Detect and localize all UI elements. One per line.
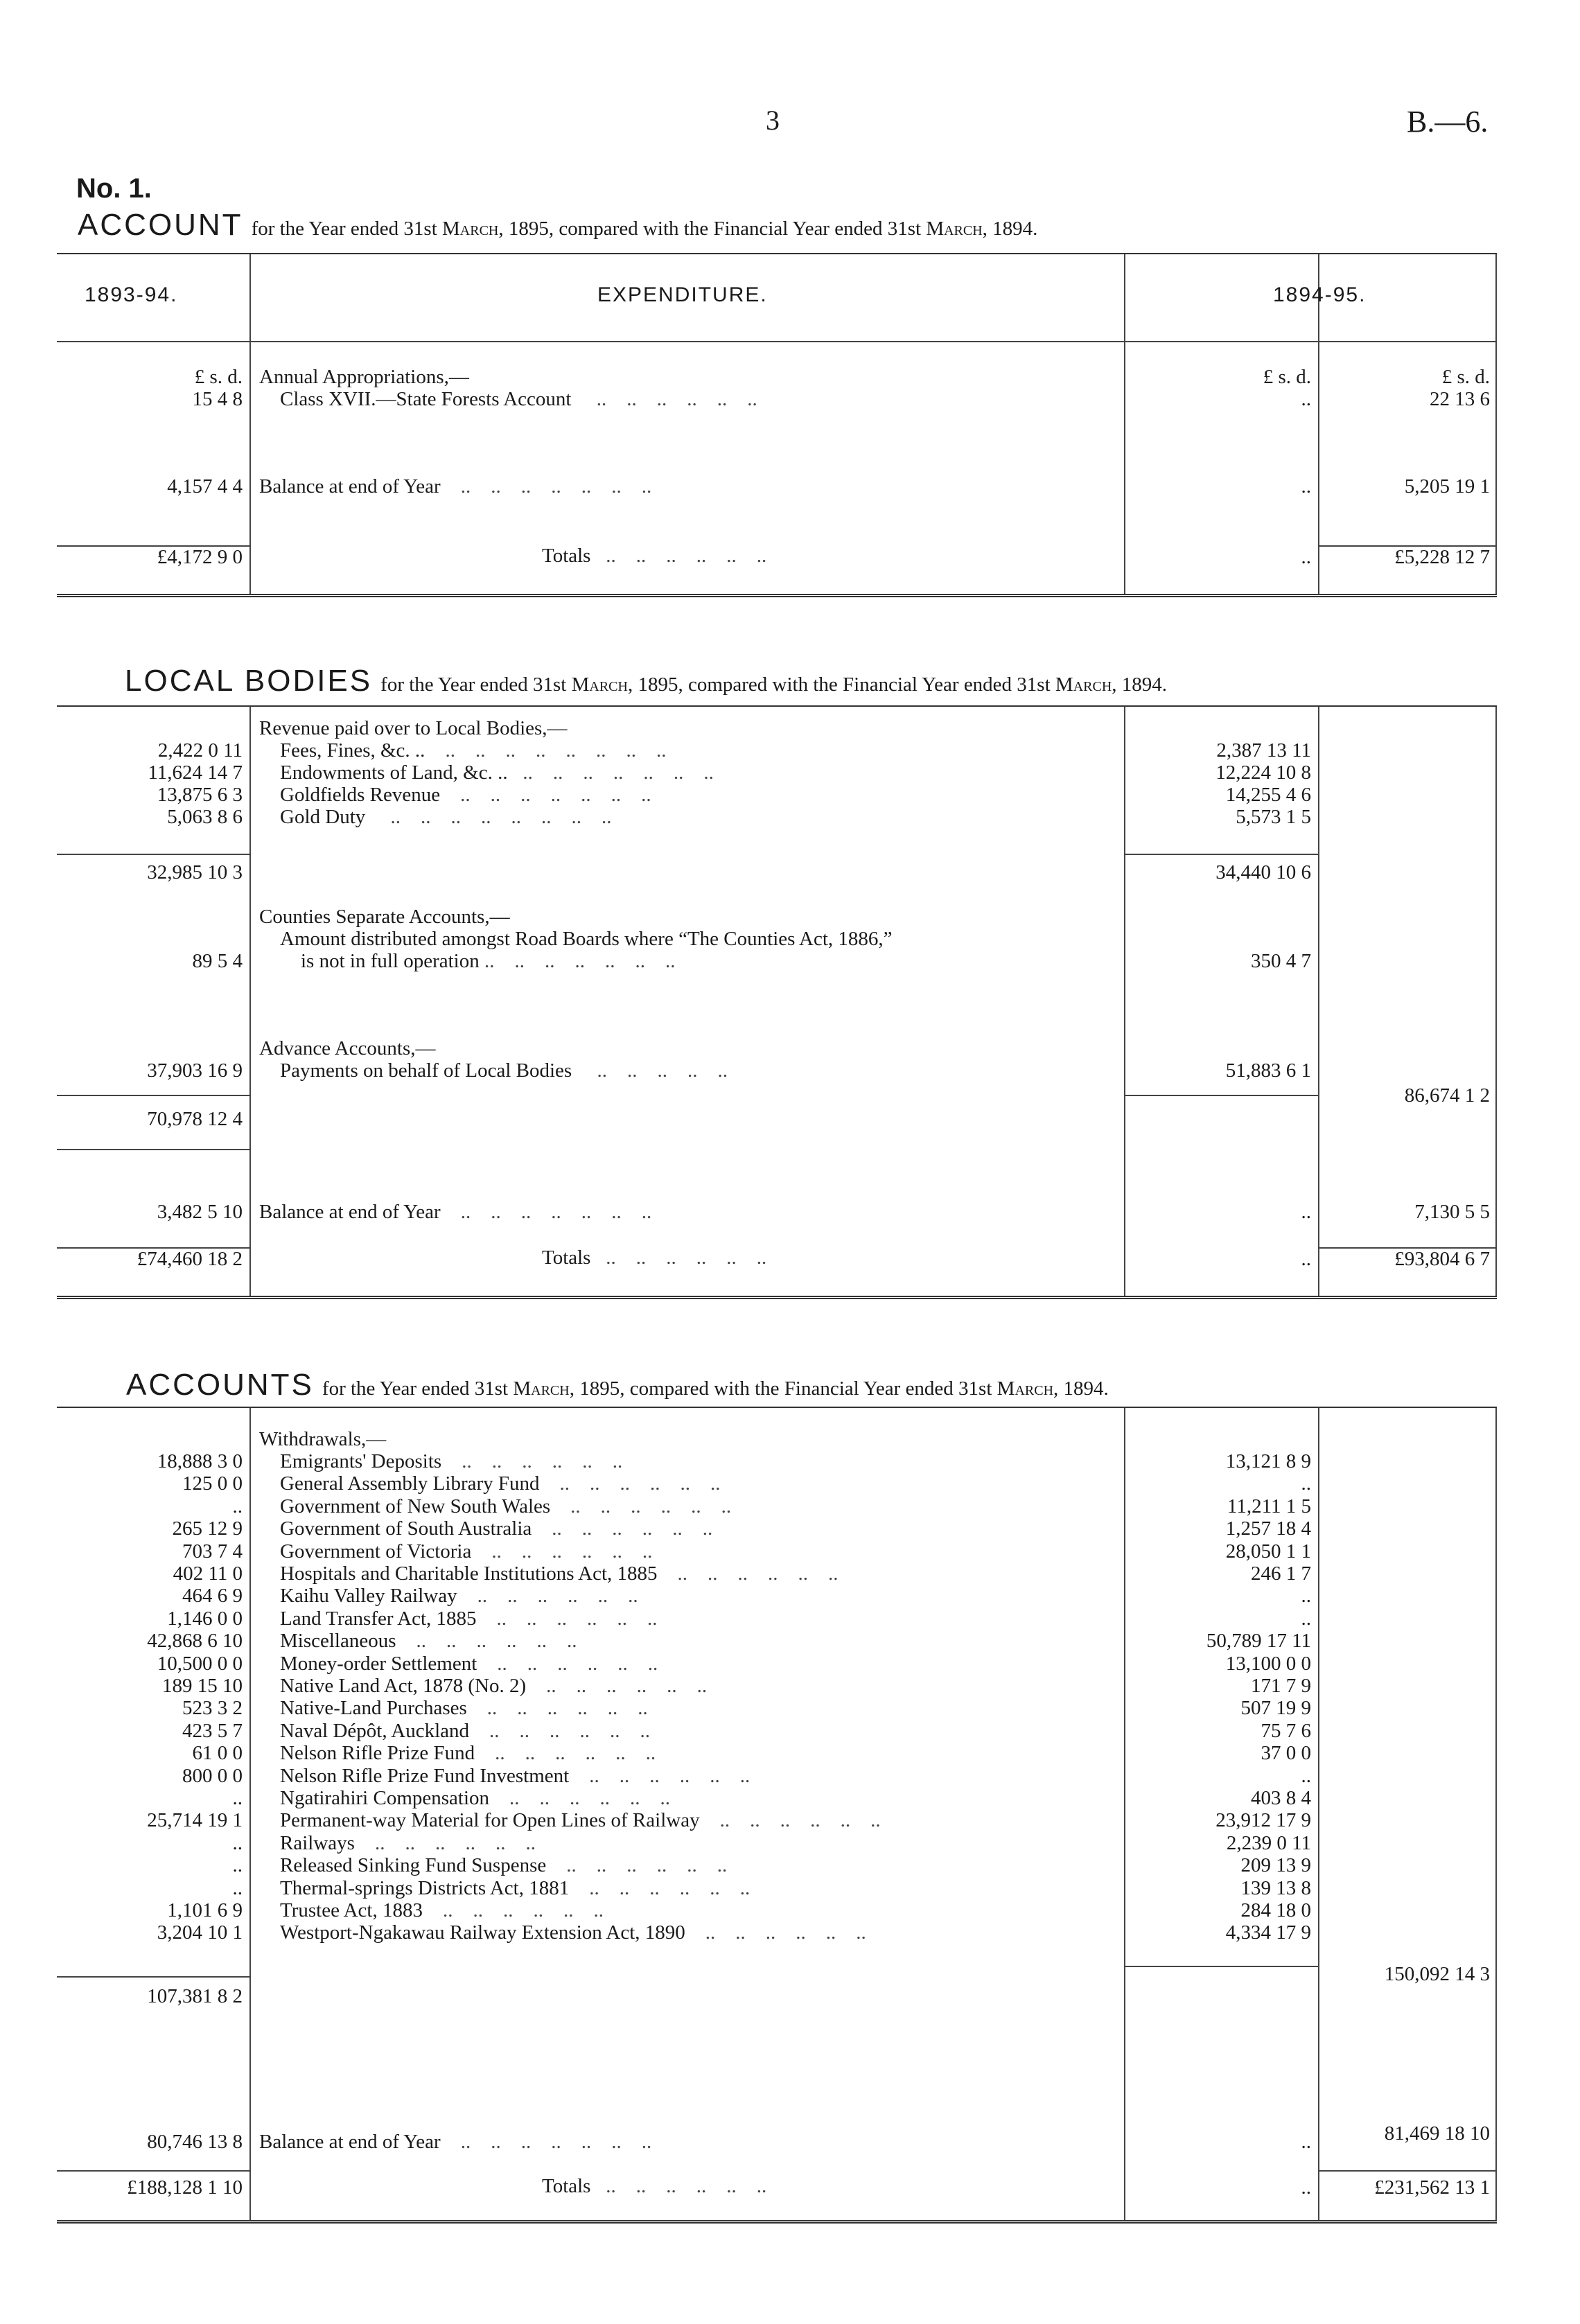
amount-1893-94: ..	[232, 1877, 243, 1899]
column-header-1893-94: 1893-94.	[85, 283, 178, 306]
row-label: Government of New South Wales .. .. .. .. .. ..	[280, 1495, 732, 1517]
amount-1894-95: 37 0 0	[1261, 1742, 1311, 1764]
row-label: Balance at end of Year .. .. .. .. .. .. ..	[259, 2131, 652, 2153]
amount-1894-95: 22 13 6	[1430, 388, 1490, 410]
row-label: Nelson Rifle Prize Fund Investment .. .. .. .. .. ..	[280, 1765, 750, 1787]
amount-1894-95: 13,100 0 0	[1225, 1653, 1311, 1675]
section-title-accounts	[126, 1368, 1109, 1402]
amount-1893-94: 464 6 9	[182, 1585, 243, 1607]
row-label: Trustee Act, 1883 .. .. .. .. .. ..	[280, 1899, 604, 1921]
amount-1894-95: 23,912 17 9	[1215, 1809, 1311, 1831]
amount-1893-94: ..	[232, 1854, 243, 1876]
section-title-text: for the Year ended 31st March, 1895, compared with the Financial Year ended 31st March, 1894.	[322, 1377, 1109, 1400]
amount-1894-95: 284 18 0	[1240, 1899, 1311, 1921]
amount-1893-94: 25,714 19 1	[147, 1809, 243, 1831]
amount-1893-94: 402 11 0	[173, 1562, 243, 1585]
group-heading: Advance Accounts,—	[259, 1037, 436, 1059]
amount-inner: ..	[1301, 2131, 1311, 2153]
total-1894-95: £231,562 13 1	[1374, 2176, 1490, 2199]
amount-1893-94: ..	[232, 1832, 243, 1854]
amount-inner: ..	[1301, 1201, 1311, 1223]
amount-1894-95: 5,205 19 1	[1404, 475, 1490, 498]
subtotal-1894-95: 34,440 10 6	[1215, 861, 1311, 883]
page-number: 3	[766, 105, 780, 136]
amount-1893-94: 11,624 14 7	[148, 762, 243, 784]
amount-1893-94: 13,875 6 3	[157, 784, 243, 806]
row-label: Balance at end of Year .. .. .. .. .. .. ..	[259, 1201, 652, 1223]
amount-1893-94: 189 15 10	[162, 1675, 243, 1697]
row-label: Annual Appropriations,—	[259, 366, 469, 388]
totals-label: Totals .. .. .. .. .. ..	[542, 2175, 767, 2197]
amount-1893-94: 15 4 8	[192, 388, 243, 410]
amount-1893-94: 1,101 6 9	[167, 1899, 243, 1921]
row-label: Native Land Act, 1878 (No. 2) .. .. .. .. .. ..	[280, 1675, 708, 1697]
amount-1894-95: 1,257 18 4	[1225, 1517, 1311, 1540]
row-label: Balance at end of Year .. .. .. .. .. .. ..	[259, 475, 652, 498]
row-label: Permanent-way Material for Open Lines of Railway .. .. .. .. .. ..	[280, 1809, 881, 1831]
section-title-text: for the Year ended 31st March, 1895, compared with the Financial Year ended 31st March, 1894.	[380, 674, 1168, 696]
currency-header: £ s. d.	[1441, 366, 1490, 388]
amount-inner: ..	[1301, 1248, 1311, 1270]
row-label: Westport-Ngakawau Railway Extension Act, 1890 .. .. .. .. .. ..	[280, 1921, 866, 1944]
subtotal-1894-95: 86,674 1 2	[1404, 1084, 1490, 1107]
section-title-main: ACCOUNT	[78, 208, 243, 242]
amount-1894-95: 2,239 0 11	[1226, 1832, 1311, 1854]
amount-1893-94: 89 5 4	[192, 950, 243, 972]
accounts-table	[57, 1407, 1497, 2224]
subtotal-1893-94: 32,985 10 3	[147, 861, 243, 883]
row-label: Fees, Fines, &c. .. .. .. .. .. .. .. .. ..	[280, 739, 667, 762]
amount-1894-95: 13,121 8 9	[1225, 1450, 1311, 1472]
row-label: Hospitals and Charitable Institutions Act, 1885 .. .. .. .. .. ..	[280, 1562, 839, 1585]
amount-1893-94: 61 0 0	[192, 1742, 243, 1764]
amount-1893-94: ..	[232, 1787, 243, 1809]
amount-1893-94: 2,422 0 11	[157, 739, 243, 762]
total-1894-95: £93,804 6 7	[1394, 1248, 1490, 1270]
section-title-local-bodies	[125, 664, 1167, 698]
row-label: Miscellaneous .. .. .. .. .. ..	[280, 1630, 577, 1652]
amount-1894-95: 12,224 10 8	[1215, 762, 1311, 784]
total-1893-94: £4,172 9 0	[157, 546, 243, 568]
section-title-main: ACCOUNTS	[126, 1368, 314, 1402]
subtotal-1893-94: 70,978 12 4	[147, 1108, 243, 1130]
amount-1893-94: 37,903 16 9	[147, 1059, 243, 1082]
row-label: Goldfields Revenue .. .. .. .. .. .. ..	[280, 784, 651, 806]
amount-1894-95: ..	[1301, 1608, 1311, 1630]
row-label: Ngatirahiri Compensation .. .. .. .. .. ..	[280, 1787, 671, 1809]
amount-inner: ..	[1301, 475, 1311, 498]
row-label: Gold Duty .. .. .. .. .. .. .. ..	[280, 806, 612, 828]
subtotal-1893-94: 107,381 8 2	[147, 1985, 243, 2007]
row-label: Government of Victoria .. .. .. .. .. ..	[280, 1540, 653, 1562]
amount-1893-94: 523 3 2	[182, 1697, 243, 1719]
amount-1894-95: 171 7 9	[1251, 1675, 1311, 1697]
amount-1893-94: 800 0 0	[182, 1765, 243, 1787]
amount-1893-94: 423 5 7	[182, 1720, 243, 1742]
row-label: Payments on behalf of Local Bodies .. .. .. .. ..	[280, 1059, 728, 1082]
document-reference: B.—6.	[1407, 105, 1489, 139]
section-title-account	[78, 208, 1037, 243]
amount-1894-95: 14,255 4 6	[1225, 784, 1311, 806]
amount-1893-94: 10,500 0 0	[157, 1653, 243, 1675]
amount-1894-95: 7,130 5 5	[1414, 1201, 1490, 1223]
amount-1894-95: 28,050 1 1	[1225, 1540, 1311, 1562]
amount-1893-94: ..	[232, 1495, 243, 1517]
amount-1893-94: 80,746 13 8	[147, 2131, 243, 2153]
row-label: Class XVII.—State Forests Account .. .. .. .. .. ..	[280, 388, 757, 410]
section-title-main: LOCAL BODIES	[125, 664, 373, 698]
row-label: Amount distributed amongst Road Boards where “The Counties Act, 1886,”	[280, 928, 893, 950]
amount-inner: ..	[1301, 546, 1311, 568]
amount-1894-95: 139 13 8	[1240, 1877, 1311, 1899]
row-label: Naval Dépôt, Auckland .. .. .. .. .. ..	[280, 1720, 651, 1742]
amount-1894-95: ..	[1301, 1585, 1311, 1607]
row-label: Kaihu Valley Railway .. .. .. .. .. ..	[280, 1585, 638, 1607]
totals-label: Totals .. .. .. .. .. ..	[542, 1247, 767, 1269]
totals-label: Totals .. .. .. .. .. ..	[542, 545, 767, 567]
currency-header: £ s. d.	[194, 366, 243, 388]
row-label: Railways .. .. .. .. .. ..	[280, 1832, 536, 1854]
amount-1893-94: 125 0 0	[182, 1472, 243, 1495]
row-label: Money-order Settlement .. .. .. .. .. ..	[280, 1653, 658, 1675]
amount-1894-95: 81,469 18 10	[1384, 2122, 1490, 2145]
amount-1894-95: ..	[1301, 1472, 1311, 1495]
amount-1894-95: 350 4 7	[1251, 950, 1311, 972]
amount-1893-94: 42,868 6 10	[147, 1630, 243, 1652]
amount-1894-95: 403 8 4	[1251, 1787, 1311, 1809]
amount-1893-94: 18,888 3 0	[157, 1450, 243, 1472]
amount-1894-95: 51,883 6 1	[1225, 1059, 1311, 1082]
total-1893-94: £74,460 18 2	[137, 1248, 243, 1270]
amount-1893-94: 265 12 9	[172, 1517, 243, 1540]
total-1893-94: £188,128 1 10	[127, 2176, 243, 2199]
section-title-text: for the Year ended 31st March, 1895, compared with the Financial Year ended 31st March, 1894.	[251, 218, 1038, 240]
amount-1893-94: 4,157 4 4	[167, 475, 243, 498]
amount-1893-94: 3,204 10 1	[157, 1921, 243, 1944]
local-bodies-table	[57, 705, 1497, 1299]
amount-1893-94: 5,063 8 6	[167, 806, 243, 828]
row-label: Endowments of Land, &c. .. .. .. .. .. .. .. ..	[280, 762, 714, 784]
amount-1894-95: ..	[1301, 1765, 1311, 1787]
group-heading: Revenue paid over to Local Bodies,—	[259, 717, 568, 739]
row-label: Emigrants' Deposits .. .. .. .. .. ..	[280, 1450, 623, 1472]
row-label: Nelson Rifle Prize Fund .. .. .. .. .. ..	[280, 1742, 656, 1764]
column-header-1894-95: 1894-95.	[1273, 283, 1367, 306]
row-label: is not in full operation .. .. .. .. .. .. ..	[301, 950, 676, 972]
row-label: Released Sinking Fund Suspense .. .. .. .. .. ..	[280, 1854, 728, 1876]
subtotal-1894-95: 150,092 14 3	[1384, 1963, 1490, 1985]
amount-1894-95: 5,573 1 5	[1236, 806, 1311, 828]
row-label: Native-Land Purchases .. .. .. .. .. ..	[280, 1697, 648, 1719]
amount-1894-95: 507 19 9	[1240, 1697, 1311, 1719]
amount-1894-95: 209 13 9	[1240, 1854, 1311, 1876]
amount-inner: ..	[1301, 2176, 1311, 2199]
currency-header: £ s. d.	[1263, 366, 1311, 388]
group-heading: Counties Separate Accounts,—	[259, 906, 510, 928]
column-header-expenditure: EXPENDITURE.	[597, 283, 768, 306]
total-1894-95: £5,228 12 7	[1394, 546, 1490, 568]
row-label: General Assembly Library Fund .. .. .. .. .. ..	[280, 1472, 721, 1495]
row-label: Land Transfer Act, 1885 .. .. .. .. .. ..	[280, 1608, 658, 1630]
statement-number: No. 1.	[76, 173, 152, 204]
amount-1893-94: 3,482 5 10	[157, 1201, 243, 1223]
amount-1894-95: 2,387 13 11	[1216, 739, 1311, 762]
expenditure-table	[57, 253, 1497, 597]
amount-1893-94: 703 7 4	[182, 1540, 243, 1562]
amount-1894-95: 246 1 7	[1251, 1562, 1311, 1585]
amount-1894-95: 11,211 1 5	[1227, 1495, 1311, 1517]
amount-inner: ..	[1301, 388, 1311, 410]
amount-1893-94: 1,146 0 0	[167, 1608, 243, 1630]
amount-1894-95: 75 7 6	[1261, 1720, 1311, 1742]
amount-1894-95: 4,334 17 9	[1225, 1921, 1311, 1944]
row-label: Government of South Australia .. .. .. .. .. ..	[280, 1517, 713, 1540]
group-heading: Withdrawals,—	[259, 1428, 387, 1450]
row-label: Thermal-springs Districts Act, 1881 .. .. .. .. .. ..	[280, 1877, 750, 1899]
amount-1894-95: 50,789 17 11	[1206, 1630, 1311, 1652]
